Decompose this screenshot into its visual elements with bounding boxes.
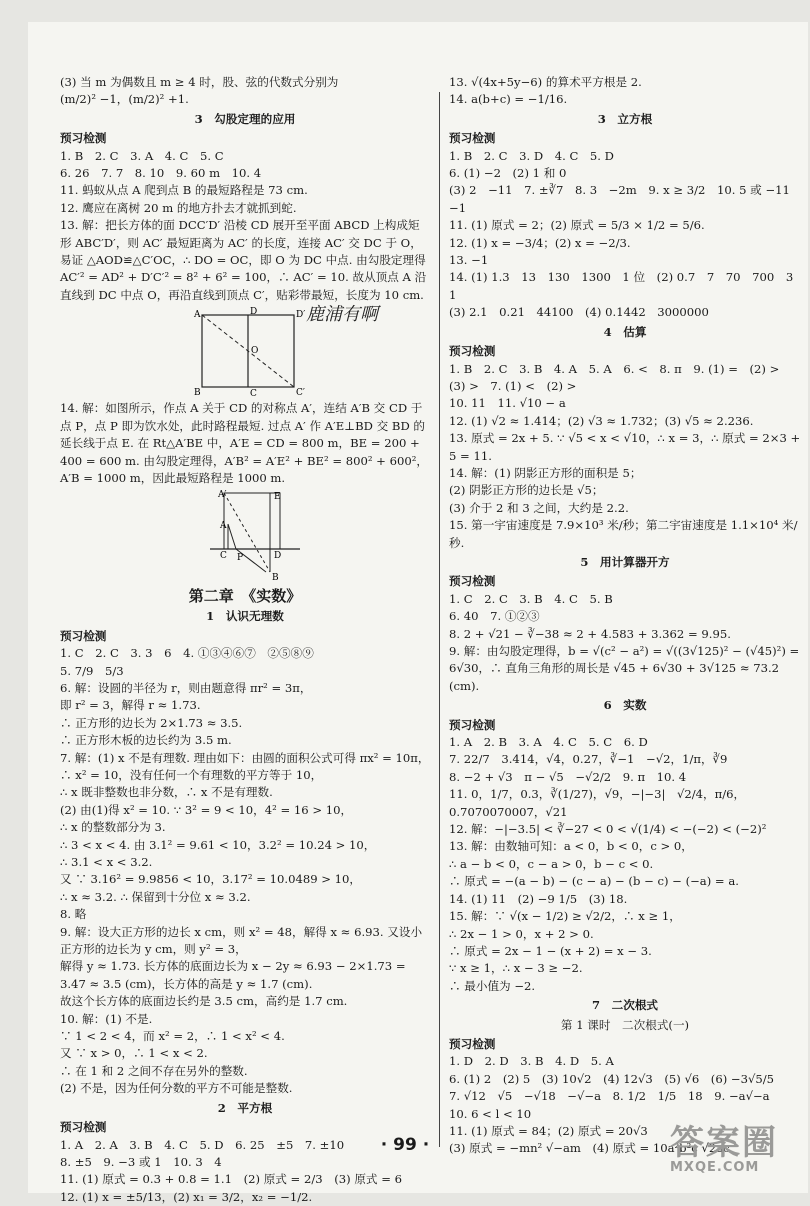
answer-line: 1. B 2. C 3. B 4. A 5. A 6. < 8. π 9. (1) = (2) > bbox=[449, 361, 801, 378]
answer-line: ∴ 最小值为 −2. bbox=[449, 978, 801, 995]
answer-line: ∴ 在 1 和 2 之间不存在另外的整数. bbox=[60, 1063, 430, 1080]
answer-line: 13. −1 bbox=[449, 252, 801, 269]
answer-line: 7. 22/7 3.414，√4，0.27，∛−1 −√2，1/π，∛9 bbox=[449, 751, 801, 768]
answer-line: 12. (1) x = ±5/13，(2) x₁ = 3/2，x₂ = −1/2. bbox=[60, 1189, 430, 1206]
answer-line: ∵ x ≥ 1，∴ x − 3 ≥ −2. bbox=[449, 960, 801, 977]
answer-line: (3) > 7. (1) < (2) > bbox=[449, 378, 801, 395]
answer-line: ∴ 3 < x < 4. 由 3.1² = 9.61 < 10，3.2² = 10.24 > 10， bbox=[60, 837, 430, 854]
figure-label: C bbox=[250, 389, 257, 399]
answer-line: ∴ x 的整数部分为 3. bbox=[60, 819, 430, 836]
watermark-sub: MXQE.COM bbox=[670, 1160, 800, 1175]
answer-line: 9. 解：设大正方形的边长 x cm，则 x² = 48，解得 x ≈ 6.93. 又设小正方形的边长为 y cm，则 y² = 3， bbox=[60, 924, 430, 959]
figure-label: D′ bbox=[296, 310, 305, 320]
answer-line: 6. 26 7. 7 8. 10 9. 60 m 10. 4 bbox=[60, 165, 430, 182]
answer-line: 13. 原式 = 2x + 5. ∵ √5 < x < √10，∴ x = 3，∴ 原式 = 2×3 + 5 = 11. bbox=[449, 430, 801, 465]
answer-list bbox=[449, 591, 801, 695]
preview-heading: 预习检测 bbox=[60, 130, 430, 147]
preview-heading: 预习检测 bbox=[449, 573, 801, 590]
answer-line: (2) 阴影正方形的边长是 √5； bbox=[449, 482, 801, 499]
section-title: 6 实数 bbox=[449, 697, 801, 714]
section-title: 7 二次根式 bbox=[449, 997, 801, 1014]
answer-line: ∴ a − b < 0，c − a > 0，b − c < 0. bbox=[449, 856, 801, 873]
intro-line: (m/2)² −1，(m/2)² +1. bbox=[60, 91, 430, 108]
answer-line: (3) 介于 2 和 3 之间，大约是 2.2. bbox=[449, 500, 801, 517]
figure-label: O bbox=[251, 346, 258, 356]
figure-label: B bbox=[272, 573, 279, 583]
preview-heading: 预习检测 bbox=[449, 130, 801, 147]
answer-line: ∴ 正方形的边长为 2×1.73 ≈ 3.5. bbox=[60, 715, 430, 732]
answer-line: 5. 7/9 5/3 bbox=[60, 663, 430, 680]
answer-line: 11. 0，1/7，0.3，∛(1/27)，√9，−|−3| √2/4，π/6，0.7070070007，√21 bbox=[449, 786, 801, 821]
figure-label: D bbox=[274, 551, 281, 561]
preview-heading: 预习检测 bbox=[60, 1119, 430, 1136]
answer-line: 8. 略 bbox=[60, 906, 430, 923]
answer-line: ∴ 正方形木板的边长约为 3.5 m. bbox=[60, 732, 430, 749]
figure-label: A bbox=[219, 521, 227, 531]
answer-line: 11. 蚂蚁从点 A 爬到点 B 的最短路程是 73 cm. bbox=[60, 182, 430, 199]
answer-line: ∴ 原式 = 2x − 1 − (x + 2) = x − 3. bbox=[449, 943, 801, 960]
answer-line: 11. (1) 原式 = 84；(2) 原式 = 20√3 bbox=[449, 1123, 801, 1140]
answer-line: 1. A 2. B 3. A 4. C 5. C 6. D bbox=[449, 734, 801, 751]
answer-line: 11. (1) 原式 = 0.3 + 0.8 = 1.1 (2) 原式 = 2/3 (3) 原式 = 6 bbox=[60, 1171, 430, 1188]
preview-heading: 预习检测 bbox=[449, 343, 801, 360]
answer-line: 6. 解：设圆的半径为 r，则由题意得 πr² = 3π， bbox=[60, 680, 430, 697]
figure-label: C′ bbox=[296, 388, 305, 398]
answer-line: 12. (1) √2 ≈ 1.414；(2) √3 ≈ 1.732；(3) √5 ≈ 2.236. bbox=[449, 413, 801, 430]
answer-line: 15. 第一宇宙速度是 7.9×10³ 米/秒；第二宇宙速度是 1.1×10⁴ 米/秒. bbox=[449, 517, 801, 552]
answer-line: 1. C 2. C 3. 3 6 4. ①③④⑥⑦ ②⑤⑧⑨ bbox=[60, 645, 430, 662]
answer-line: 1. B 2. C 3. A 4. C 5. C bbox=[60, 148, 430, 165]
answer-line: 12. 鹰应在离树 20 m 的地方扑去才就抓到蛇. bbox=[60, 200, 430, 217]
section-title: 5 用计算器开方 bbox=[449, 554, 801, 571]
left-column bbox=[60, 74, 430, 1206]
section-title: 1 认识无理数 bbox=[60, 608, 430, 625]
answer-line: 9. 解：由勾股定理得，b = √(c² − a²) = √((3√125)² − (√45)²) = 6√30，∴ 直角三角形的周长是 √45 + 6√30 + 3√125 ≈ 73.2 (cm). bbox=[449, 643, 801, 695]
right-column bbox=[449, 74, 801, 1158]
answer-line: 6. 40 7. ①②③ bbox=[449, 608, 801, 625]
answer-line: (3) 原式 = −mn² √−am (4) 原式 = 10a²b²c √2ac. bbox=[449, 1140, 801, 1157]
watermark-main: 答案圈 bbox=[670, 1115, 800, 1164]
answer-line: 12. (1) x = −3/4；(2) x = −2/3. bbox=[449, 235, 801, 252]
section-title: 3 勾股定理的应用 bbox=[60, 111, 430, 128]
answer-line: ∵ 1 < 2 < 4，而 x² = 2，∴ 1 < x² < 4. bbox=[60, 1028, 430, 1045]
figure-label: P bbox=[237, 553, 243, 563]
answer-paragraph: 13. 解：把长方体的面 DCC′D′ 沿棱 CD 展开至平面 ABCD 上构成矩形 ABC′D′，则 AC′ 最短距离为 AC′ 的长度，连接 AC′ 交 DC 于 O，易证 △AOD≌△C′OC，∴ DO = OC，即 O 为 DC 中点. 由勾股定理得 AC′² = AD² + D′C′² = 8² + 6² = 100，∴ AC′ = 10. 故从顶点 A 沿直线到 DC 中点 O，再沿直线到顶点 C′，贴彩带最短，长度为 10 cm. bbox=[60, 217, 430, 304]
answer-line: (2) 由(1)得 x² = 10. ∵ 3² = 9 < 10，4² = 16 > 10， bbox=[60, 802, 430, 819]
answer-line: 10. 解：(1) 不是. bbox=[60, 1011, 430, 1028]
figure-label: E bbox=[274, 492, 281, 502]
answer-list bbox=[60, 645, 430, 1098]
answer-line: 解得 y ≈ 1.73. 长方体的底面边长为 x − 2y ≈ 6.93 − 2×1.73 = 3.47 ≈ 3.5 (cm)，长方体的高是 y ≈ 1.7 (cm). bbox=[60, 958, 430, 993]
answer-line: 又 ∵ 3.16² = 9.9856 < 10，3.17² = 10.0489 > 10， bbox=[60, 871, 430, 888]
answer-line: (3) 2 −11 7. ±∛7 8. 3 −2m 9. x ≥ 3/2 10. 5 或 −11 −1 bbox=[449, 182, 801, 217]
answer-line: 14. (1) 1.3 13 130 1300 1 位 (2) 0.7 7 70 700 3 1 bbox=[449, 269, 801, 304]
answer-line: 8. −2 + √3 π − √5 −√2/2 9. π 10. 4 bbox=[449, 769, 801, 786]
lesson-subtitle: 第 1 课时 二次根式(一) bbox=[449, 1017, 801, 1034]
figure-label: A′ bbox=[217, 490, 227, 500]
shortest-path-figure bbox=[60, 490, 430, 582]
answer-line: 14. a(b+c) = −1/16. bbox=[449, 91, 801, 108]
answer-line: 14. (1) 11 (2) −9 1/5 (3) 18. bbox=[449, 891, 801, 908]
answer-line: 1. B 2. C 3. D 4. C 5. D bbox=[449, 148, 801, 165]
chapter-title: 第二章 《实数》 bbox=[60, 586, 430, 606]
answer-line: (3) 2.1 0.21 44100 (4) 0.1442 3000000 bbox=[449, 304, 801, 321]
figure-label: B bbox=[194, 388, 201, 398]
answer-line: 即 r² = 3，解得 r ≈ 1.73. bbox=[60, 697, 430, 714]
answer-line: 15. 解：∵ √(x − 1/2) ≥ √2/2，∴ x ≥ 1， bbox=[449, 908, 801, 925]
answer-line: 11. (1) 原式 = 2；(2) 原式 = 5/3 × 1/2 = 5/6. bbox=[449, 217, 801, 234]
answer-line: ∴ 3.1 < x < 3.2. bbox=[60, 854, 430, 871]
answer-line: (2) 不是，因为任何分数的平方不可能是整数. bbox=[60, 1080, 430, 1097]
column-divider bbox=[439, 92, 440, 1147]
answer-line: 又 ∵ x > 0，∴ 1 < x < 2. bbox=[60, 1045, 430, 1062]
answer-paragraph: 14. 解：如图所示，作点 A 关于 CD 的对称点 A′，连结 A′B 交 CD 于点 P，点 P 即为饮水处，此时路程最短. 过点 A′ 作 A′E⊥BD 交 BD 的延长线于点 E. 在 Rt△A′BE 中，A′E = CD = 800 m，BE = 200 + 400 = 600 m. 由勾股定理得，A′B² = A′E² + BE² = 800² + 600²，A′B = 1000 m，因此最短路程是 1000 m. bbox=[60, 400, 430, 487]
answer-line: 1. C 2. C 3. B 4. C 5. B bbox=[449, 591, 801, 608]
preview-heading: 预习检测 bbox=[449, 1036, 801, 1053]
answer-line: 1. D 2. D 3. B 4. D 5. A bbox=[449, 1053, 801, 1070]
figure-label: C bbox=[220, 551, 227, 561]
answer-line: 6. (1) 2 (2) 5 (3) 10√2 (4) 12√3 (5) √6 (6) −3√5/5 bbox=[449, 1071, 801, 1088]
answer-line: 14. 解：(1) 阴影正方形的面积是 5； bbox=[449, 465, 801, 482]
answer-line: 7. 解：(1) x 不是有理数. 理由如下：由圆的面积公式可得 πx² = 10π，∴ x² = 10，没有任何一个有理数的平方等于 10， bbox=[60, 750, 430, 785]
answer-line: 6. (1) −2 (2) 1 和 0 bbox=[449, 165, 801, 182]
answer-line: 12. 解：−|−3.5| < ∛−27 < 0 < √(1/4) < −(−2) < (−2)² bbox=[449, 821, 801, 838]
answer-line: 10. 6 < l < 10 bbox=[449, 1106, 801, 1123]
answer-list bbox=[449, 148, 801, 322]
figure-label: A bbox=[193, 310, 201, 320]
answer-line: ∴ 原式 = −(a − b) − (c − a) − (b − c) − (−a) = a. bbox=[449, 873, 801, 890]
handwritten-note: 鹿浦有啊 bbox=[306, 300, 378, 326]
answer-line: 13. 解：由数轴可知：a < 0，b < 0，c > 0， bbox=[449, 838, 801, 855]
preview-heading: 预习检测 bbox=[449, 717, 801, 734]
answer-line: 7. √12 √5 −√18 −√−a 8. 1/2 1/5 18 9. −a√−a bbox=[449, 1088, 801, 1105]
answer-line: 1. A 2. A 3. B 4. C 5. D 6. 25 ±5 7. ±10 bbox=[60, 1137, 430, 1154]
answer-line: 故这个长方体的底面边长约是 3.5 cm，高约是 1.7 cm. bbox=[60, 993, 430, 1010]
section-title: 3 立方根 bbox=[449, 111, 801, 128]
page-number: · 99 · bbox=[0, 1135, 810, 1155]
answer-line: ∴ x ≈ 3.2. ∴ 保留到十分位 x ≈ 3.2. bbox=[60, 889, 430, 906]
figure-label: D bbox=[250, 307, 257, 317]
answer-list bbox=[449, 361, 801, 552]
answer-list bbox=[449, 734, 801, 995]
section-title: 4 估算 bbox=[449, 324, 801, 341]
answer-line: ∴ 2x − 1 > 0，x + 2 > 0. bbox=[449, 926, 801, 943]
preview-heading: 预习检测 bbox=[60, 628, 430, 645]
intro-line: (3) 当 m 为偶数且 m ≥ 4 时，股、弦的代数式分别为 bbox=[60, 74, 430, 91]
answer-line: 8. ±5 9. −3 或 1 10. 3 4 bbox=[60, 1154, 430, 1171]
answer-line: 10. 11 11. √10 − a bbox=[449, 395, 801, 412]
answer-line: ∴ x 既非整数也非分数，∴ x 不是有理数. bbox=[60, 784, 430, 801]
answer-line: 13. √(4x+5y−6) 的算术平方根是 2. bbox=[449, 74, 801, 91]
section-title: 2 平方根 bbox=[60, 1100, 430, 1117]
answer-line: 8. 2 + √21 − ∛−38 ≈ 2 + 4.583 + 3.362 = 9.95. bbox=[449, 626, 801, 643]
watermark-logo bbox=[670, 1115, 800, 1181]
